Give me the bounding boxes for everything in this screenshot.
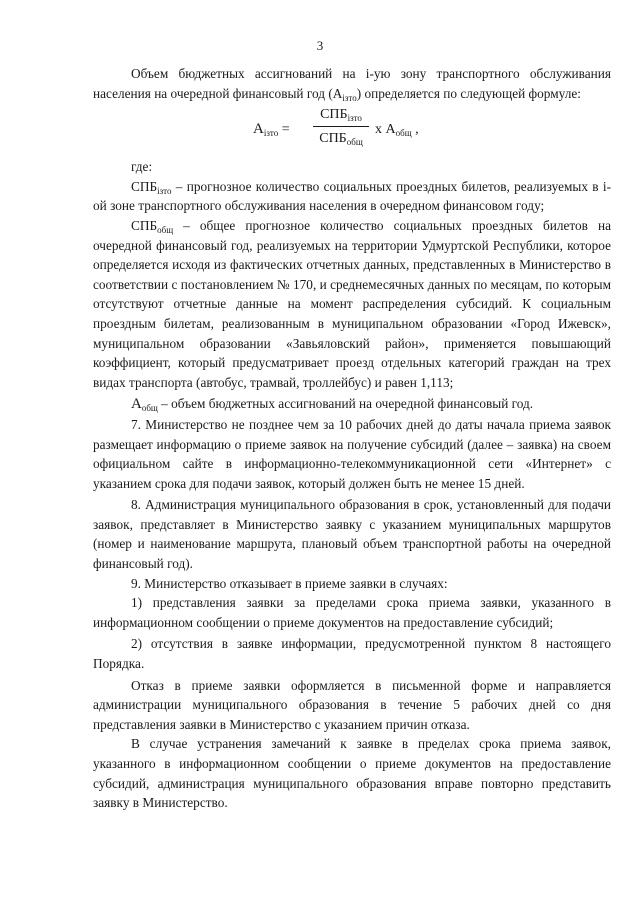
formula-equals: =	[278, 122, 290, 138]
document-body	[93, 64, 611, 813]
paragraph-refusal: Отказ в приеме заявки оформляется в письменной форме и направляется администрации муниципального образования в течение 5 рабочих дней со дня представления заявки в Министерство с указанием причин отказа.	[93, 677, 611, 732]
paragraph-9: 9. Министерство отказывает в приеме заявки в случаях:	[131, 575, 448, 591]
numerator-letters: СПБ	[320, 107, 348, 123]
paragraph-9-item-2: 2) отсутствия в заявке информации, предусмотренной пунктом 8 настоящего Порядка.	[93, 636, 611, 672]
paragraph-intro	[93, 64, 611, 103]
formula-numerator	[313, 105, 369, 127]
formula	[93, 105, 611, 157]
formula-lhs-letter: А	[253, 121, 264, 138]
formula-rhs-sub: общ	[395, 128, 412, 139]
def1-term: СПБ	[131, 178, 158, 194]
intro-text-end: ) определяется по следующей формуле:	[356, 85, 581, 101]
formula-lhs-sub: iзто	[263, 128, 279, 139]
denominator-sub: общ	[346, 137, 363, 148]
definition-a-obsch	[93, 394, 611, 415]
paragraph-resubmission: В случае устранения замечаний к заявке в пределах срока приема заявок, указанного в информационном сообщении о приеме документов на предоставление субсидий, администрация муниципального образования вправе повторно представить заявку в Министерство.	[93, 736, 611, 811]
denominator-letters: СПБ	[319, 131, 347, 147]
definition-spb-obsch	[93, 216, 611, 392]
paragraph-9-item-1: 1) представления заявки за пределами срока приема заявки, указанного в информационном сообщении о приеме документов на предоставление субсидий;	[93, 595, 611, 630]
intro-subscript: iзто	[342, 92, 357, 103]
formula-times: х А	[375, 122, 396, 138]
definition-spb-izto	[93, 177, 611, 216]
formula-fraction	[313, 105, 369, 148]
def1-text: – прогнозное количество социальных проездных билетов, реализуемых в i-ой зоне транспортного обслуживания населения в очередном финансовом году;	[93, 178, 611, 214]
def3-sub: общ	[141, 403, 158, 414]
def2-sub: общ	[157, 224, 174, 235]
page-number: 3	[316, 38, 324, 53]
def3-text: – объем бюджетных ассигнований на очередной финансовый год.	[157, 396, 534, 412]
where-label: где:	[131, 159, 153, 175]
formula-denominator	[313, 127, 369, 148]
paragraph-7: 7. Министерство не позднее чем за 10 рабочих дней до даты начала приема заявок размещает информацию о приеме заявок на получение субсидий (далее – заявка) на своем официальном сайте в информационно-телекоммуникационной сети «Интернет» с указанием срока для подачи заявок, который должен быть не менее 15 дней.	[93, 416, 611, 491]
formula-lhs	[253, 120, 290, 140]
numerator-sub: iзто	[347, 113, 362, 124]
formula-rhs-end: ,	[411, 122, 419, 138]
def2-term: СПБ	[131, 217, 158, 233]
def2-text: – общее прогнозное количество социальных проездных билетов на очередной финансовый год, реализуемых на территории Удмуртской Республики, которое определяется исходя из фактических отчетных данных, представленных в Министерство в соответствии с постановлением № 170, и среднемесячных данных по месяцам, по которым отсутствуют отчетные данные на момент распределения субсидий. К социальным проездным билетам, реализованным в муниципальном образовании «Город Ижевск», муниципальном образовании «Завьяловский район», применяется повышающий коэффициент, который предусматривает проезд отдельных категорий граждан на трех видах транспорта (автобус, трамвай, троллейбус) и равен 1,113;	[93, 217, 611, 390]
paragraph-8: 8. Администрация муниципального образования в срок, установленный для подачи заявок, представляет в Министерство заявку с указанием муниципальных маршрутов (номер и наименование маршрута, плановый объем транспортной работы на очередной финансовый год).	[93, 497, 611, 572]
def3-term: А	[131, 396, 142, 413]
def1-sub: iзто	[157, 185, 172, 196]
formula-rhs	[375, 120, 419, 140]
intro-text: Объем бюджетных ассигнований на i-ую зону транспортного обслуживания населения на очередной финансовый год (А	[93, 66, 611, 101]
